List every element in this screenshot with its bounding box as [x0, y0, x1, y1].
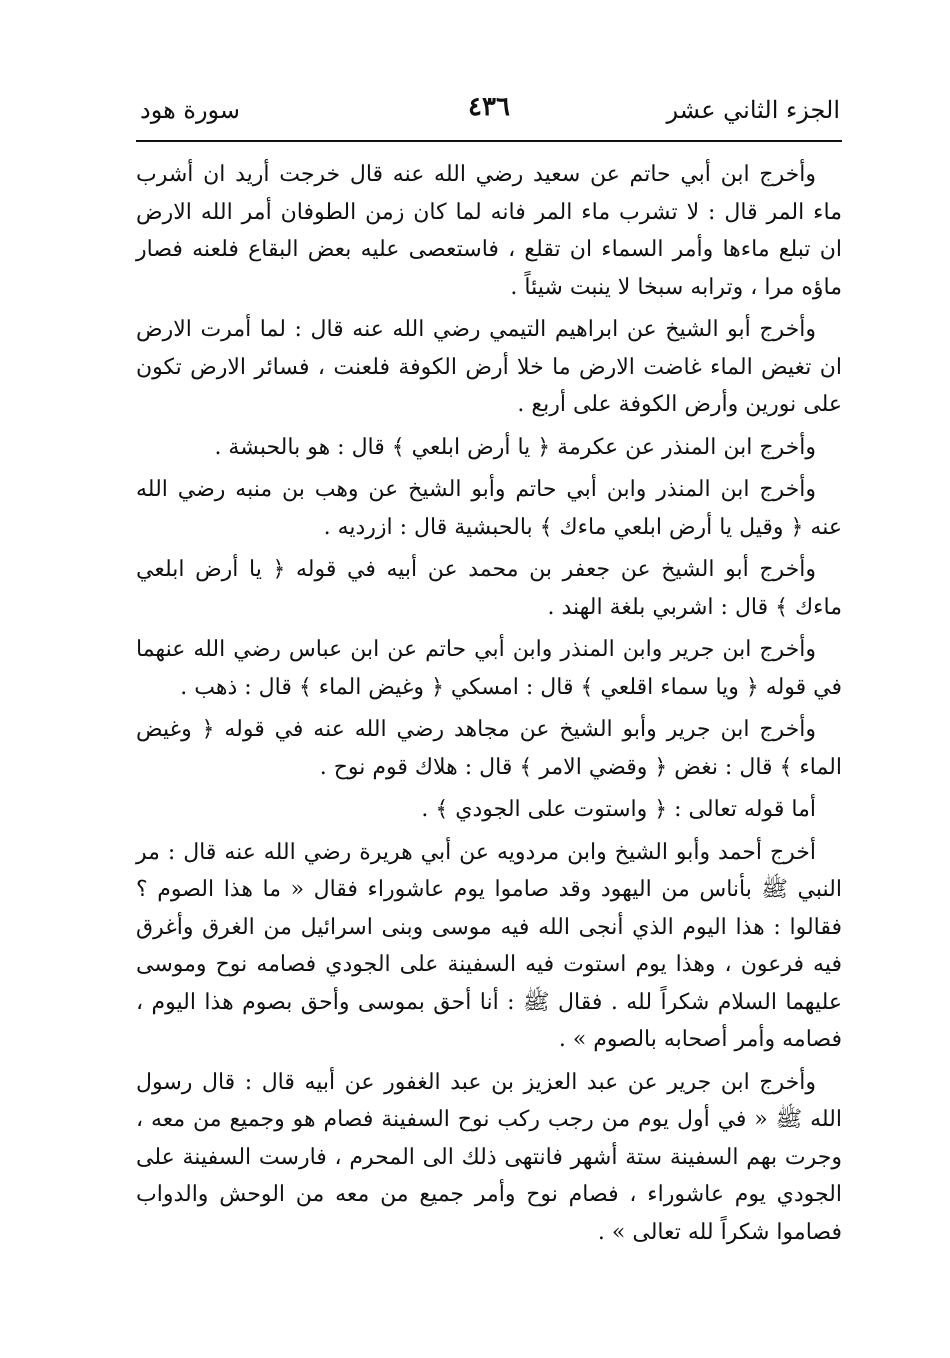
page-number: ٤٣٦: [468, 92, 510, 122]
paragraph: وأخرج ابن المنذر وابن أبي حاتم وأبو الشيخ عن وهب بن منبه رضي الله عنه ﴿ وقيل يا أرض ابلعي ماءك ﴾ بالحبشية قال : ازرديه .: [136, 477, 842, 540]
paragraph: وأخرج ابن جرير وأبو الشيخ عن مجاهد رضي الله عنه في قوله ﴿ وغيض الماء ﴾ قال : نغض ﴿ وقضي الامر ﴾ قال : هلاك قوم نوح .: [136, 717, 842, 780]
page-header: [136, 80, 842, 142]
surah-label: سورة هود: [140, 96, 241, 124]
paragraph: وأخرج أبو الشيخ عن جعفر بن محمد عن أبيه في قوله ﴿ يا أرض ابلعي ماءك ﴾ قال : اشربي بلغة الهند .: [136, 557, 842, 620]
paragraph: أما قوله تعالى : ﴿ واستوت على الجودي ﴾ .: [421, 797, 816, 822]
paragraph: أخرج أحمد وأبو الشيخ وابن مردويه عن أبي هريرة رضي الله عنه قال : مر النبي ﷺ بأناس من اليهود وقد صاموا يوم عاشوراء فقال « ما هذا الصوم ؟ فقالوا : هذا اليوم الذي أنجى الله فيه موسى وبنى اسرائيل من الغرق وأغرق فيه فرعون ، وهذا يوم استوت فيه السفينة على الجودي فصامه نوح وموسى عليهما السلام شكراً لله . فقال ﷺ : أنا أحق بموسى وأحق بصوم هذا اليوم ، فصامه وأمر أصحابه بالصوم » .: [136, 839, 842, 1052]
volume-label: الجزء الثاني عشر: [666, 96, 840, 124]
paragraph: وأخرج ابن المنذر عن عكرمة ﴿ يا أرض ابلعي ﴾ قال : هو بالحبشة .: [214, 434, 816, 460]
paragraph: وأخرج أبو الشيخ عن ابراهيم التيمي رضي الله عنه قال : لما أمرت الارض ان تغيض الماء غاضت الارض ما خلا أرض الكوفة فلعنت ، فسائر الارض تكون على نورين وأرض الكوفة على أربع .: [136, 317, 842, 417]
paragraph: وأخرج ابن جرير عن عبد العزيز بن عبد الغفور عن أبيه قال : قال رسول الله ﷺ « في أول يوم من رجب ركب نوح السفينة فصام هو وجميع من معه ، وجرت بهم السفينة ستة أشهر فانتهى ذلك الى المحرم ، فارست السفينة على الجودي يوم عاشوراء ، فصام نوح وأمر جميع من معه من الوحش والدواب فصاموا شكراً لله تعالى » .: [136, 1069, 842, 1245]
paragraph: وأخرج ابن جرير وابن المنذر وابن أبي حاتم عن ابن عباس رضي الله عنهما في قوله ﴿ ويا سماء اقلعي ﴾ قال : امسكي ﴿ وغيض الماء ﴾ قال : ذهب .: [136, 637, 842, 700]
book-page: [136, 80, 842, 1330]
paragraph: وأخرج ابن أبي حاتم عن سعيد رضي الله عنه قال خرجت أريد ان أشرب ماء المر قال : لا تشرب ماء المر فانه لما كان زمن الطوفان أمر الله الارض ان تبلع ماءها وأمر السماء ان تقلع ، فاستعصى عليه بعض البقاع فلعنه فصار ماؤه مرا ، وترابه سبخا لا ينبت شيئاً .: [136, 162, 842, 300]
page-body: [136, 156, 842, 1251]
